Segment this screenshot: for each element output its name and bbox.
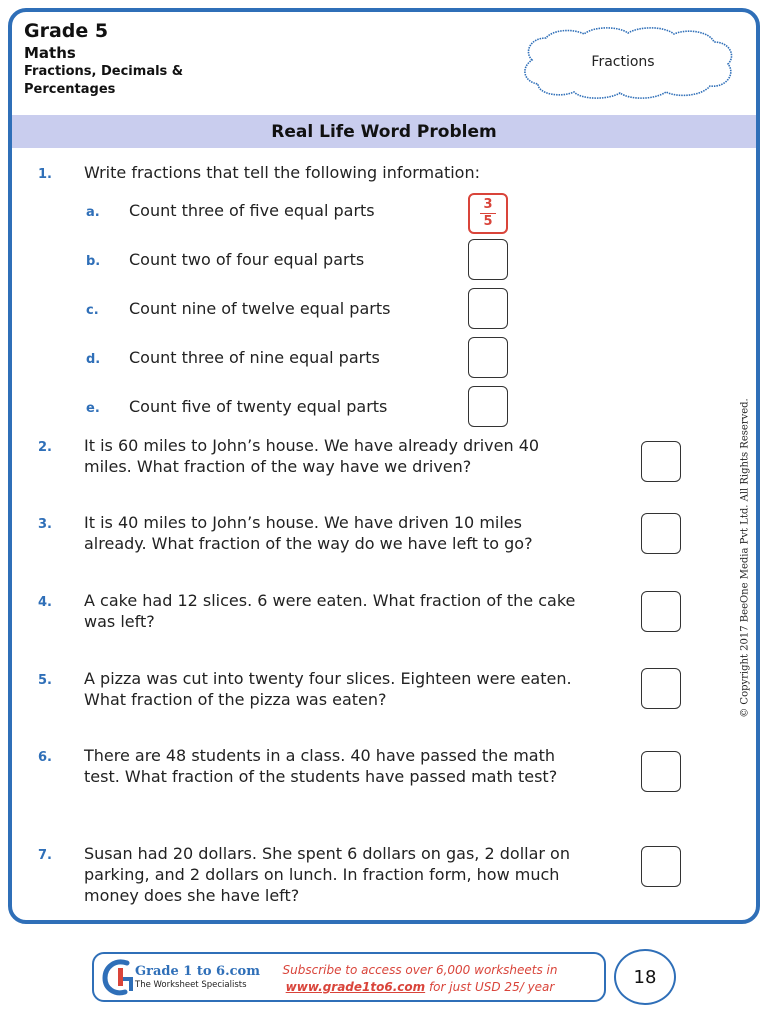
question-text: It is 40 miles to John’s house. We have driven 10 miles already. What fraction of the way do we have left to go?: [84, 513, 533, 553]
grade-label: Grade 5: [24, 20, 109, 42]
answer-box[interactable]: [641, 441, 681, 482]
sub-letter: e.: [86, 401, 100, 416]
sub-letter: c.: [86, 303, 99, 318]
answer-box[interactable]: [468, 386, 508, 427]
sub-letter: d.: [86, 352, 101, 367]
question-number: 5.: [38, 673, 52, 688]
answer-box[interactable]: [468, 337, 508, 378]
promo-price: for just USD 25/ year: [425, 980, 555, 994]
question-text: A pizza was cut into twenty four slices. Eighteen were eaten. What fraction of the pizza was eaten?: [84, 669, 572, 709]
question-number: 3.: [38, 517, 52, 532]
fraction-denominator: 5: [483, 214, 493, 230]
answer-box[interactable]: [468, 288, 508, 329]
question-number: 4.: [38, 595, 52, 610]
promo-line-1: Subscribe to access over 6,000 worksheets in: [282, 963, 558, 977]
logo-tagline: The Worksheet Specialists: [135, 980, 247, 990]
question-number: 7.: [38, 848, 52, 863]
worksheet-title: Real Life Word Problem: [12, 115, 756, 148]
sub-question-text: Count five of twenty equal parts: [129, 397, 388, 416]
answer-box[interactable]: [468, 239, 508, 280]
sub-letter: a.: [86, 205, 100, 220]
question-number: 1.: [38, 167, 52, 182]
sub-question-text: Count three of five equal parts: [129, 201, 375, 220]
page-number: 18: [614, 949, 676, 1005]
answer-box[interactable]: [641, 668, 681, 709]
question-text: It is 60 miles to John’s house. We have already driven 40 miles. What fraction of the way have we driven?: [84, 436, 540, 476]
sub-question-text: Count two of four equal parts: [129, 250, 365, 269]
answer-box[interactable]: [641, 846, 681, 887]
sub-letter: b.: [86, 254, 101, 269]
sub-question-text: Count nine of twelve equal parts: [129, 299, 391, 318]
answer-box[interactable]: [641, 751, 681, 792]
answer-box[interactable]: [468, 193, 508, 234]
subject-label: Maths: [24, 44, 76, 62]
answer-box[interactable]: [641, 591, 681, 632]
topic-label: Fractions, Decimals & Percentages: [24, 64, 184, 97]
question-text: Susan had 20 dollars. She spent 6 dollars on gas, 2 dollar on parking, and 2 dollars on lunch. In fraction form, how much money does she have left?: [84, 844, 570, 905]
copyright-notice: © Copyright 2017 BeeOne Media Pvt Ltd. All Rights Reserved.: [739, 398, 751, 718]
answer-box[interactable]: [641, 513, 681, 554]
question-number: 2.: [38, 440, 52, 455]
badge-label: Fractions: [591, 54, 655, 70]
logo-name[interactable]: Grade 1 to 6.com: [135, 964, 260, 979]
website-link[interactable]: www.grade1to6.com: [285, 980, 426, 994]
question-text: There are 48 students in a class. 40 have passed the math test. What fraction of the students have passed math test?: [84, 746, 558, 786]
sub-question-text: Count three of nine equal parts: [129, 348, 380, 367]
question-number: 6.: [38, 750, 52, 765]
promo-line-2: [270, 980, 570, 994]
fraction-numerator: 3: [483, 196, 493, 212]
question-text: Write fractions that tell the following information:: [84, 163, 480, 182]
question-text: A cake had 12 slices. 6 were eaten. What fraction of the cake was left?: [84, 591, 576, 631]
grade1to6-logo-icon: [101, 957, 137, 997]
fraction-answer: [470, 195, 506, 232]
